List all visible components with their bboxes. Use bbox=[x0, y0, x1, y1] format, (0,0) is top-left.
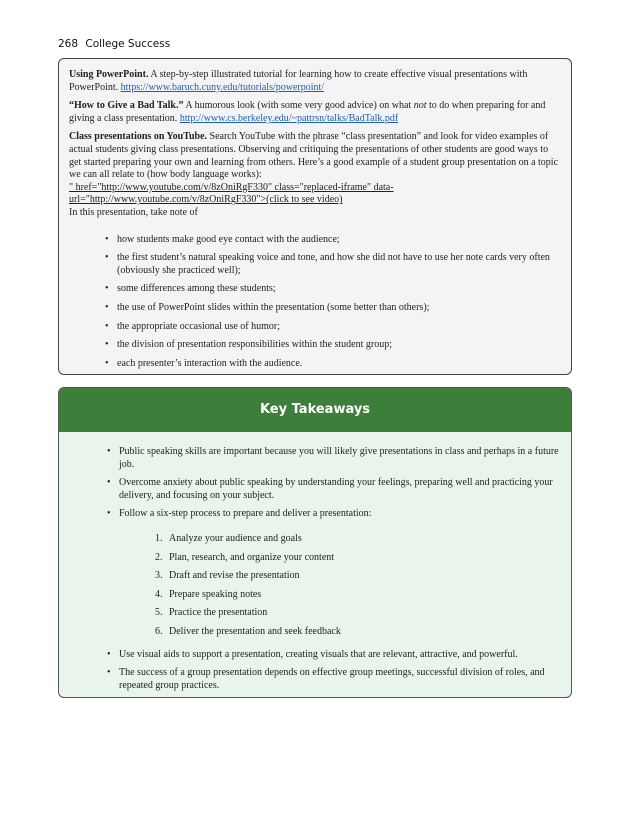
page-number: 268 bbox=[58, 38, 79, 50]
step-text: Practice the presentation bbox=[169, 607, 268, 619]
book-title: College Success bbox=[85, 38, 171, 50]
list-item: • the first student’s natural speaking voice and tone, and how she did not have to use her note cards very often (obviously she practiced well); bbox=[105, 252, 561, 277]
step-number: 6. bbox=[155, 625, 163, 637]
step-text: Draft and revise the presentation bbox=[169, 570, 300, 582]
step-text: Deliver the presentation and seek feedback bbox=[169, 625, 341, 637]
step-text: Plan, research, and organize your content bbox=[169, 551, 335, 563]
list-item: • The success of a group presentation depends on effective group meetings, successful division of roles, and repeated group practices. bbox=[107, 667, 559, 692]
steps-list bbox=[155, 533, 559, 639]
notes-list bbox=[105, 234, 561, 371]
list-item: • some differences among these students; bbox=[105, 283, 561, 296]
step-number: 2. bbox=[155, 551, 163, 563]
step-number: 4. bbox=[155, 588, 163, 600]
step-item bbox=[155, 570, 559, 583]
list-item-text: Follow a six-step process to prepare and deliver a presentation: bbox=[119, 508, 372, 520]
step-item bbox=[155, 589, 559, 602]
step-text: Analyze your audience and goals bbox=[169, 532, 302, 544]
powerpoint-tutorial-link[interactable]: https://www.baruch.cuny.edu/tutorials/powerpoint/ bbox=[120, 81, 325, 93]
list-item: • Overcome anxiety about public speaking by understanding your feelings, preparing well and practicing your delivery, and focusing on your subject. bbox=[107, 477, 559, 502]
video-embed bbox=[69, 182, 561, 207]
note-intro: In this presentation, take note of bbox=[69, 206, 198, 218]
key-takeaways-box bbox=[58, 387, 572, 698]
list-item: • Use visual aids to support a presentation, creating visuals that are relevant, attractive, and powerful. bbox=[107, 649, 559, 662]
bad-talk-link[interactable]: http://www.cs.berkeley.edu/~pattrsn/talks/BadTalk.pdf bbox=[179, 112, 399, 124]
resource-description: A step-by-step illustrated tutorial for learning how to create effective visual presentations with PowerPoint. bbox=[69, 69, 528, 93]
list-item: • Public speaking skills are important because you will likely give presentations in class and perhaps in a future job. bbox=[107, 446, 559, 471]
resource-description: Search YouTube with the phrase “class presentation” and look for video examples of actual students giving class presentations. Observing and critiquing the presentations of other students are good ways to get started preparing your own and learning from others. Here’s a good example of a student group presentation on a topic we can all relate to (how body language works): bbox=[69, 131, 559, 181]
list-item bbox=[107, 508, 559, 638]
step-item bbox=[155, 626, 559, 639]
resource-description: A humorous look (with some very good advice) on what bbox=[183, 100, 414, 112]
resource-bad-talk bbox=[69, 100, 561, 125]
step-item bbox=[155, 607, 559, 620]
step-text: Prepare speaking notes bbox=[169, 588, 262, 600]
resources-box bbox=[58, 58, 572, 375]
resource-youtube bbox=[69, 131, 561, 181]
step-number: 5. bbox=[155, 607, 163, 619]
takeaways-list bbox=[107, 446, 559, 692]
running-head bbox=[58, 38, 170, 50]
step-number: 1. bbox=[155, 532, 163, 544]
key-takeaways-heading: Key Takeaways bbox=[59, 388, 571, 432]
list-item: • the appropriate occasional use of humor; bbox=[105, 321, 561, 334]
step-number: 3. bbox=[155, 570, 163, 582]
list-item: • the use of PowerPoint slides within the presentation (some better than others); bbox=[105, 302, 561, 315]
video-link[interactable]: " href="http://www.youtube.com/v/8zOniRgF330" class="replaced-iframe" data-url="http://www.youtube.com/v/8zOniRgF330">(click to see video) bbox=[69, 181, 394, 206]
emphasis: not bbox=[413, 100, 427, 112]
step-item bbox=[155, 533, 559, 546]
resource-description: to do when preparing for and giving a class presentation. bbox=[69, 100, 546, 124]
resource-title: Using PowerPoint. bbox=[69, 69, 149, 80]
list-item: • how students make good eye contact with the audience; bbox=[105, 234, 561, 247]
list-item: • each presenter’s interaction with the audience. bbox=[105, 358, 561, 371]
resource-title: “How to Give a Bad Talk.” bbox=[69, 100, 184, 112]
resource-title: Class presentations on YouTube. bbox=[69, 131, 208, 143]
list-item: • the division of presentation responsibilities within the student group; bbox=[105, 339, 561, 352]
resource-powerpoint bbox=[69, 69, 561, 94]
step-item bbox=[155, 552, 559, 565]
